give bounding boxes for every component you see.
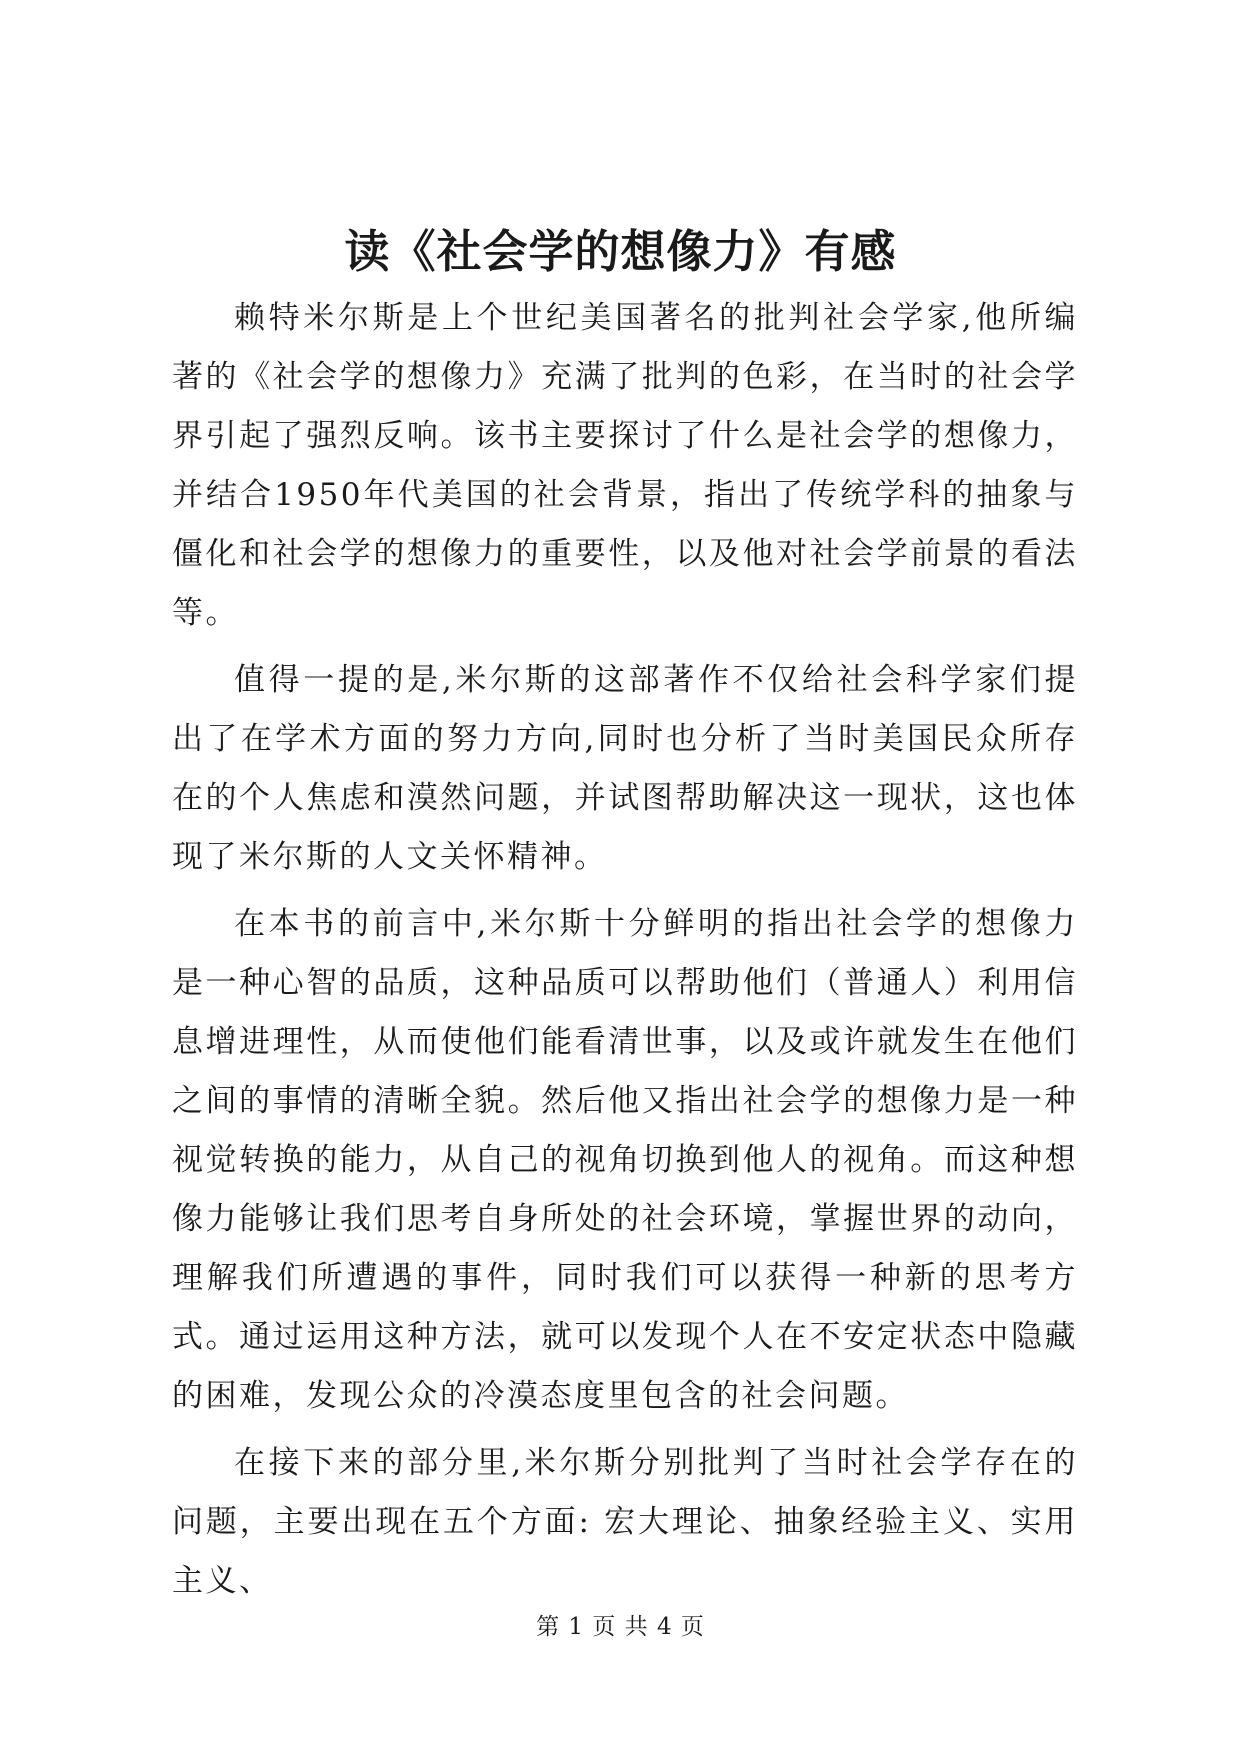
document-title: 读《社会学的想像力》有感 [344, 225, 897, 278]
paragraph-4: 在接下来的部分里,米尔斯分别批判了当时社会学存在的问题，主要出现在五个方面: 宏大理论、抽象经验主义、实用主义、 [172, 1445, 1078, 1599]
document-body [172, 289, 1078, 1611]
page-footer: 第 1 页 共 4 页 [536, 1614, 705, 1640]
paragraph-3: 在本书的前言中,米尔斯十分鲜明的指出社会学的想像力是一种心智的品质，这种品质可以帮助他们（普通人）利用信息增进理性，从而使他们能看清世事，以及或许就发生在他们之间的事情的清晰全貌。然后他又指出社会学的想像力是一种视觉转换的能力，从自己的视角切换到他人的视角。而这种想像力能够让我们思考自身所处的社会环境，掌握世界的动向，理解我们所遭遇的事件，同时我们可以获得一种新的思考方式。通过运用这种方法，就可以发现个人在不安定状态中隐藏的困难，发现公众的冷漠态度里包含的社会问题。 [172, 906, 1078, 1414]
paragraph-1: 赖特米尔斯是上个世纪美国著名的批判社会学家,他所编著的《社会学的想像力》充满了批判的色彩，在当时的社会学界引起了强烈反响。该书主要探讨了什么是社会学的想像力，并结合1950年代美国的社会背景，指出了传统学科的抽象与僵化和社会学的想像力的重要性，以及他对社会学前景的看法等。 [172, 300, 1078, 631]
paragraph-2: 值得一提的是,米尔斯的这部著作不仅给社会科学家们提出了在学术方面的努力方向,同时也分析了当时美国民众所存在的个人焦虑和漠然问题，并试图帮助解决这一现状，这也体现了米尔斯的人文关怀精神。 [172, 662, 1078, 875]
